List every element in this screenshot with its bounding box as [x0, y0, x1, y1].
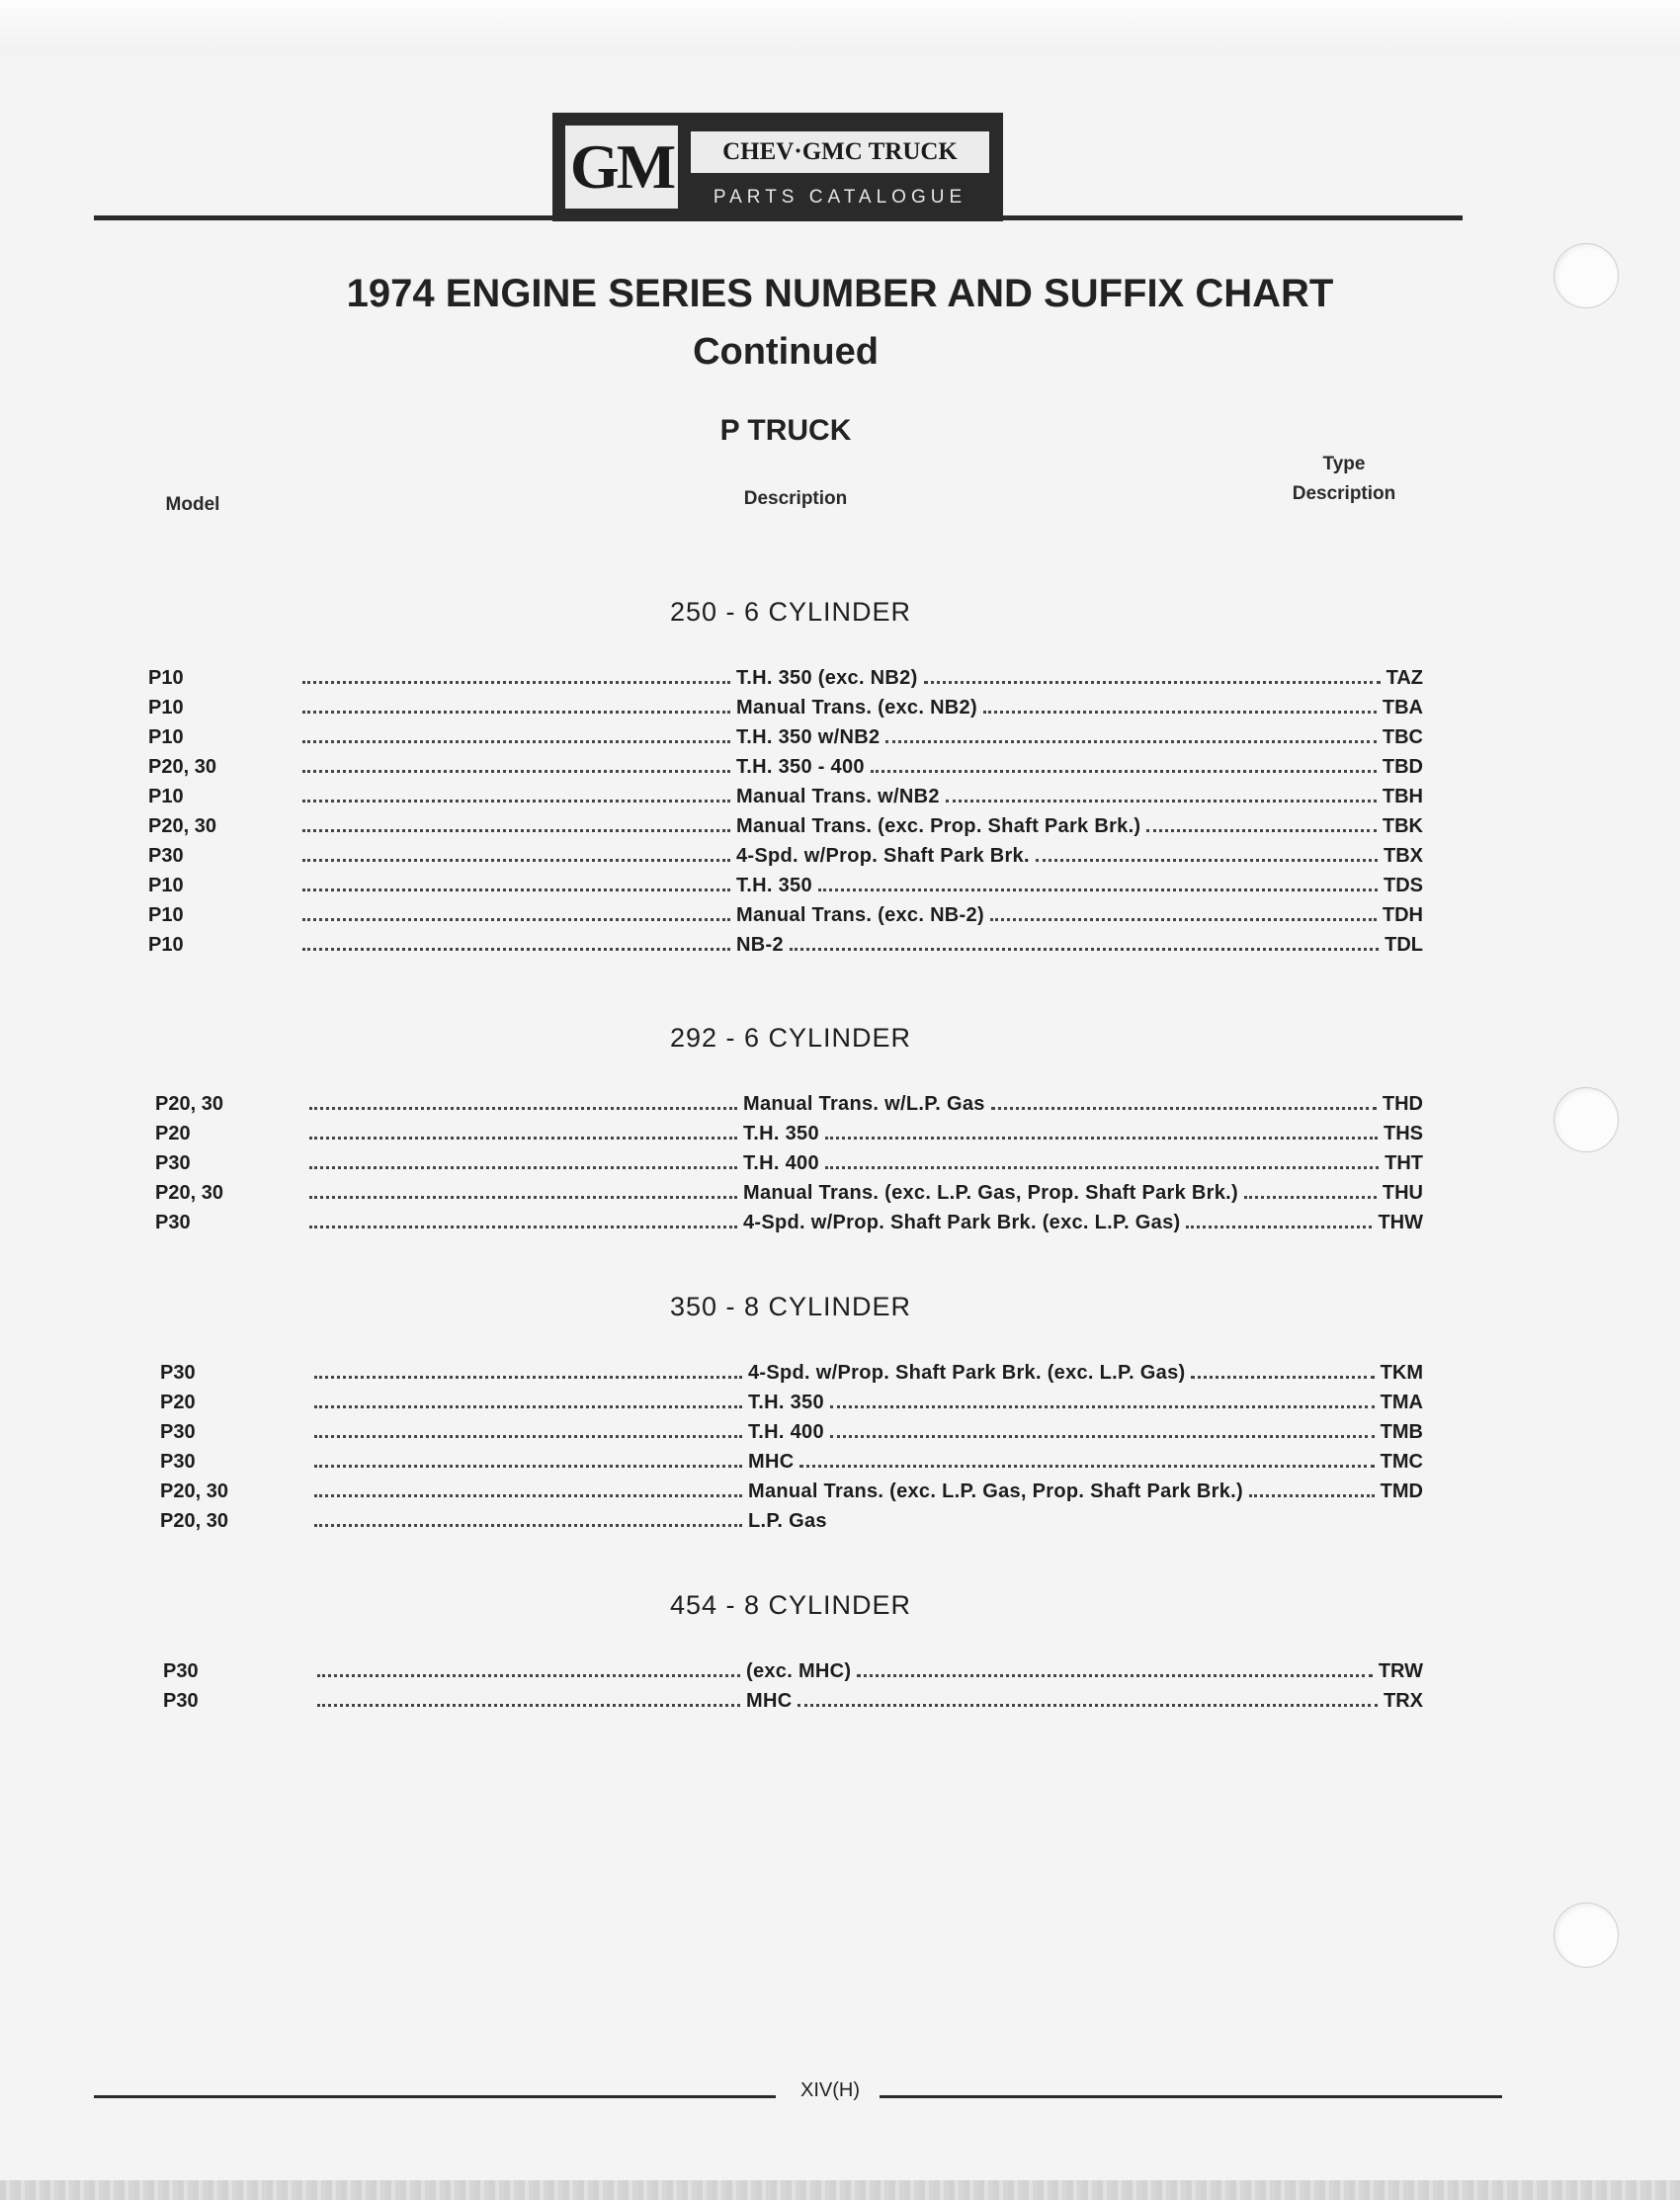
dot-leader — [317, 1674, 740, 1677]
row-description: T.H. 350 — [743, 1123, 819, 1144]
table-row — [155, 1093, 1423, 1123]
row-model: P20, 30 — [160, 1510, 228, 1532]
dot-leader — [314, 1494, 742, 1497]
table-row — [163, 1690, 1423, 1720]
dot-leader — [302, 740, 730, 743]
row-model: P10 — [148, 697, 184, 719]
column-header-description: Description — [743, 488, 848, 509]
row-description: Manual Trans. (exc. NB-2) — [736, 904, 984, 926]
binder-hole-middle — [1554, 1087, 1619, 1152]
row-model: P20, 30 — [148, 815, 216, 837]
row-type-code: TAZ — [1386, 667, 1423, 689]
page-title-continued: Continued — [693, 331, 879, 373]
dot-leader — [302, 859, 730, 862]
dot-leader — [309, 1107, 737, 1110]
dot-leader — [1191, 1376, 1375, 1379]
dot-leader — [309, 1137, 737, 1140]
row-model: P30 — [155, 1212, 191, 1233]
dot-leader — [309, 1226, 737, 1228]
dot-leader — [825, 1166, 1379, 1169]
table-row — [155, 1123, 1423, 1152]
logo-subtitle: PARTS CATALOGUE — [713, 187, 967, 208]
scan-bottom-edge — [0, 2180, 1680, 2200]
row-type-code: TRW — [1378, 1660, 1423, 1682]
table-row — [160, 1421, 1423, 1451]
row-model: P10 — [148, 934, 184, 956]
section-title: 350 - 8 CYLINDER — [669, 1292, 912, 1321]
dot-leader — [983, 711, 1377, 714]
dot-leader — [309, 1196, 737, 1199]
dot-leader — [309, 1166, 737, 1169]
dot-leader — [991, 1107, 1377, 1110]
gm-logo-letters: GM — [562, 123, 681, 212]
table-row — [160, 1451, 1423, 1481]
dot-leader — [314, 1376, 742, 1379]
dot-leader — [1146, 829, 1377, 832]
row-model: P20, 30 — [148, 756, 216, 778]
dot-leader — [314, 1405, 742, 1408]
row-type-code: TBH — [1382, 786, 1423, 807]
table-row — [155, 1212, 1423, 1241]
table-row — [148, 875, 1423, 904]
dot-leader — [317, 1704, 740, 1707]
row-description: 4-Spd. w/Prop. Shaft Park Brk. — [736, 845, 1030, 867]
dot-leader — [1244, 1196, 1377, 1199]
table-row — [148, 726, 1423, 756]
table-row — [160, 1392, 1423, 1421]
row-description: MHC — [746, 1690, 793, 1712]
row-type-code: TBA — [1382, 697, 1423, 719]
row-description: T.H. 350 — [736, 875, 812, 896]
section-title: 292 - 6 CYLINDER — [669, 1023, 912, 1053]
dot-leader — [799, 1465, 1375, 1468]
dot-leader — [790, 948, 1379, 951]
row-model: P30 — [160, 1421, 196, 1443]
dot-leader — [885, 740, 1377, 743]
row-description: 4-Spd. w/Prop. Shaft Park Brk. (exc. L.P. Gas) — [748, 1362, 1186, 1384]
row-type-code: THS — [1384, 1123, 1423, 1144]
row-model: P30 — [163, 1660, 199, 1682]
dot-leader — [302, 800, 730, 803]
dot-leader — [830, 1405, 1375, 1408]
row-type-code: TKM — [1380, 1362, 1423, 1384]
row-model: P20 — [155, 1123, 191, 1144]
row-type-code: TRX — [1384, 1690, 1423, 1712]
row-model: P10 — [148, 904, 184, 926]
gm-catalogue-logo — [552, 113, 1003, 221]
scan-top-edge — [0, 0, 1680, 55]
table-row — [160, 1362, 1423, 1392]
dot-leader — [825, 1137, 1378, 1140]
logo-title: CHEV·GMC TRUCK — [691, 131, 989, 173]
row-description: Manual Trans. (exc. NB2) — [736, 697, 977, 719]
row-description: Manual Trans. (exc. L.P. Gas, Prop. Shaft Park Brk.) — [743, 1182, 1238, 1204]
dot-leader — [871, 770, 1377, 773]
row-description: Manual Trans. (exc. L.P. Gas, Prop. Shaft Park Brk.) — [748, 1481, 1243, 1502]
table-row — [148, 667, 1423, 697]
row-type-code: TMD — [1380, 1481, 1423, 1502]
page-title: 1974 ENGINE SERIES NUMBER AND SUFFIX CHART — [346, 272, 1334, 315]
dot-leader — [1186, 1226, 1372, 1228]
header-rule — [94, 215, 1463, 220]
row-model: P10 — [148, 726, 184, 748]
dot-leader — [302, 681, 730, 684]
table-row — [148, 786, 1423, 815]
dot-leader — [302, 770, 730, 773]
row-type-code: TMA — [1380, 1392, 1423, 1413]
dot-leader — [302, 711, 730, 714]
row-model: P20 — [160, 1392, 196, 1413]
row-model: P20, 30 — [155, 1093, 223, 1115]
row-model: P10 — [148, 667, 184, 689]
dot-leader — [302, 918, 730, 921]
dot-leader — [1036, 859, 1378, 862]
dot-leader — [314, 1524, 742, 1527]
table-row — [148, 904, 1423, 934]
page-number: XIV(H) — [800, 2079, 860, 2101]
dot-leader — [314, 1465, 742, 1468]
row-description: T.H. 350 — [748, 1392, 824, 1413]
row-model: P20, 30 — [160, 1481, 228, 1502]
row-type-code: TMB — [1380, 1421, 1423, 1443]
row-type-code: TBC — [1382, 726, 1423, 748]
dot-leader — [857, 1674, 1373, 1677]
row-type-code: TDS — [1384, 875, 1423, 896]
footer-rule-left — [94, 2095, 776, 2098]
footer-rule-right — [880, 2095, 1502, 2098]
row-type-code: THW — [1378, 1212, 1423, 1233]
binder-hole-bottom — [1554, 1903, 1619, 1968]
dot-leader — [314, 1435, 742, 1438]
row-model: P30 — [163, 1690, 199, 1712]
dot-leader — [830, 1435, 1375, 1438]
table-row — [160, 1481, 1423, 1510]
dot-leader — [302, 948, 730, 951]
dot-leader — [302, 829, 730, 832]
dot-leader — [302, 888, 730, 891]
row-model: P20, 30 — [155, 1182, 223, 1204]
table-row — [148, 845, 1423, 875]
table-row — [163, 1660, 1423, 1690]
row-description: T.H. 350 w/NB2 — [736, 726, 881, 748]
row-model: P10 — [148, 875, 184, 896]
dot-leader — [990, 918, 1377, 921]
row-model: P30 — [160, 1362, 196, 1384]
table-row — [148, 697, 1423, 726]
row-model: P30 — [160, 1451, 196, 1473]
row-description: T.H. 350 (exc. NB2) — [736, 667, 918, 689]
table-row — [155, 1182, 1423, 1212]
table-row — [148, 815, 1423, 845]
table-row — [160, 1510, 1423, 1540]
row-model: P30 — [155, 1152, 191, 1174]
row-description: Manual Trans. w/L.P. Gas — [743, 1093, 985, 1115]
row-type-code: THD — [1382, 1093, 1423, 1115]
column-header-model: Model — [165, 494, 220, 515]
dot-leader — [1249, 1494, 1375, 1497]
row-description: (exc. MHC) — [746, 1660, 852, 1682]
row-type-code: TBD — [1382, 756, 1423, 778]
row-description: 4-Spd. w/Prop. Shaft Park Brk. (exc. L.P. Gas) — [743, 1212, 1181, 1233]
table-row — [148, 756, 1423, 786]
row-type-code: THU — [1382, 1182, 1423, 1204]
row-description: T.H. 350 - 400 — [736, 756, 865, 778]
row-model: P30 — [148, 845, 184, 867]
row-type-code: TMC — [1380, 1451, 1423, 1473]
row-description: L.P. Gas — [748, 1510, 827, 1532]
row-description: Manual Trans. (exc. Prop. Shaft Park Brk.) — [736, 815, 1141, 837]
row-type-code: TDL — [1385, 934, 1423, 956]
dot-leader — [798, 1704, 1378, 1707]
row-type-code: TDH — [1382, 904, 1423, 926]
page-subtitle: P TRUCK — [719, 414, 852, 447]
dot-leader — [818, 888, 1378, 891]
row-type-code: THT — [1385, 1152, 1423, 1174]
row-type-code: TBK — [1382, 815, 1423, 837]
row-description: MHC — [748, 1451, 795, 1473]
row-type-code: TBX — [1384, 845, 1423, 867]
table-row — [148, 934, 1423, 964]
column-header-type-description: Description — [1292, 483, 1396, 504]
row-description: T.H. 400 — [743, 1152, 819, 1174]
section-title: 454 - 8 CYLINDER — [669, 1590, 912, 1620]
row-description: Manual Trans. w/NB2 — [736, 786, 940, 807]
table-row — [155, 1152, 1423, 1182]
section-title: 250 - 6 CYLINDER — [669, 597, 912, 627]
dot-leader — [946, 800, 1377, 803]
row-description: NB-2 — [736, 934, 784, 956]
row-description: T.H. 400 — [748, 1421, 824, 1443]
row-model: P10 — [148, 786, 184, 807]
column-header-type: Type — [1322, 454, 1366, 474]
dot-leader — [924, 681, 1381, 684]
